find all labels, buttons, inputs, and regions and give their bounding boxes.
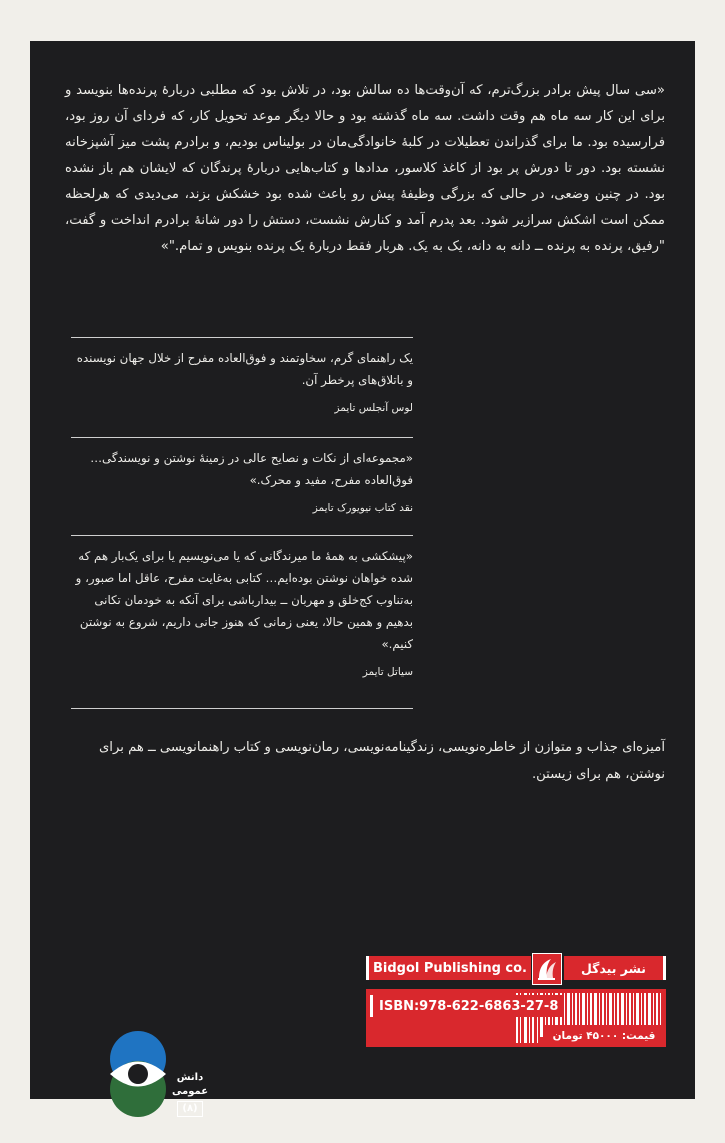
publisher-name-en: Bidgol Publishing co. <box>366 956 531 980</box>
divider <box>71 337 413 338</box>
series-number: (۸) <box>177 1101 202 1117</box>
publisher-name-fa: نشر بیدگل <box>564 956 666 980</box>
review-quote: «پیشکشی به همهٔ ما میرندگانی که یا می‌نویسیم یا برای یک‌بار هم که شده خواهان نوشتن بوده‌ایم… کتابی به‌غایت مفرح، عاقل اما صبور، و به‌تناوب کج‌خلق و مهربان ــ بیدارباشی برای آنکه به خودمان تکانی بدهیم و همین حالا، یعنی زمانی که هنوز جانی داریم، شروع به نوشتن کنیم.» <box>75 549 413 651</box>
review-source: نقد کتاب نیویورک تایمز <box>312 502 413 514</box>
review-2 <box>73 447 413 519</box>
review-source: لوس آنجلس تایمز <box>334 402 413 414</box>
review-3 <box>73 545 413 683</box>
divider <box>71 437 413 438</box>
series-label <box>164 1071 216 1117</box>
price: قیمت: ۴۵۰۰۰ تومان <box>544 1025 664 1047</box>
review-1 <box>73 347 413 419</box>
series-logo-icon <box>108 1029 168 1119</box>
review-quote: یک راهنمای گرم، سخاوتمند و فوق‌العاده مفرح از خلال جهان نویسنده و باتلاق‌های پرخطر آن. <box>76 351 413 387</box>
main-quote: «سی سال پیش برادر بزرگ‌ترم، که آن‌وقت‌ها ده سالش بود، در تلاش بود که مطلبی دربارهٔ پرنده‌ها بنویسد و برای این کار سه ماه هم وقت داشت. سه ماه گذشته بود و حالا دیگر موعد تحویل کار، که فردای آن روز بود، فرارسیده بود. ما برای گذراندن تعطیلات در کلبهٔ خانوادگی‌مان در بولیناس بودیم، و برادرم پشت میز آشپزخانه نشسته بود. دور تا دورش پر بود از کاغذ کلاسور، مدادها و کتاب‌هایی دربارهٔ پرندگان که لایشان هم باز نشده بود. در چنین وضعی، در حالی که بزرگی وظیفهٔ پیش رو باعث شده بود خشکش بزند، می‌دیدی که هرلحظه ممکن است اشکش سرازیر شود. بعد پدرم آمد و کنارش نشست، دستش را دور شانهٔ برادرم انداخت و گفت، "رفیق، پرنده به پرنده ــ دانه به دانه، یک به یک. هربار فقط دربارهٔ یک پرنده بنویس و تمام."» <box>65 83 665 254</box>
divider <box>71 535 413 536</box>
isbn: ISBN:978-622-6863-27-8 <box>370 995 564 1017</box>
publisher-block <box>366 953 666 1065</box>
review-quote: «مجموعه‌ای از نکات و نصایح عالی در زمینهٔ نوشتن و نویسندگی… فوق‌العاده مفرح، مفید و محرک.» <box>90 451 413 487</box>
back-cover <box>30 41 695 1114</box>
divider <box>71 708 413 709</box>
publisher-logo-icon <box>532 953 562 985</box>
series-name: دانش عمومی <box>171 1072 209 1097</box>
review-source: سیاتل تایمز <box>362 666 413 678</box>
tagline: آمیزه‌ای جذاب و متوازن از خاطره‌نویسی، زندگینامه‌نویسی، رمان‌نویسی و کتاب راهنمانویسی ــ هم برای نوشتن، هم برای زیستن. <box>98 740 665 782</box>
